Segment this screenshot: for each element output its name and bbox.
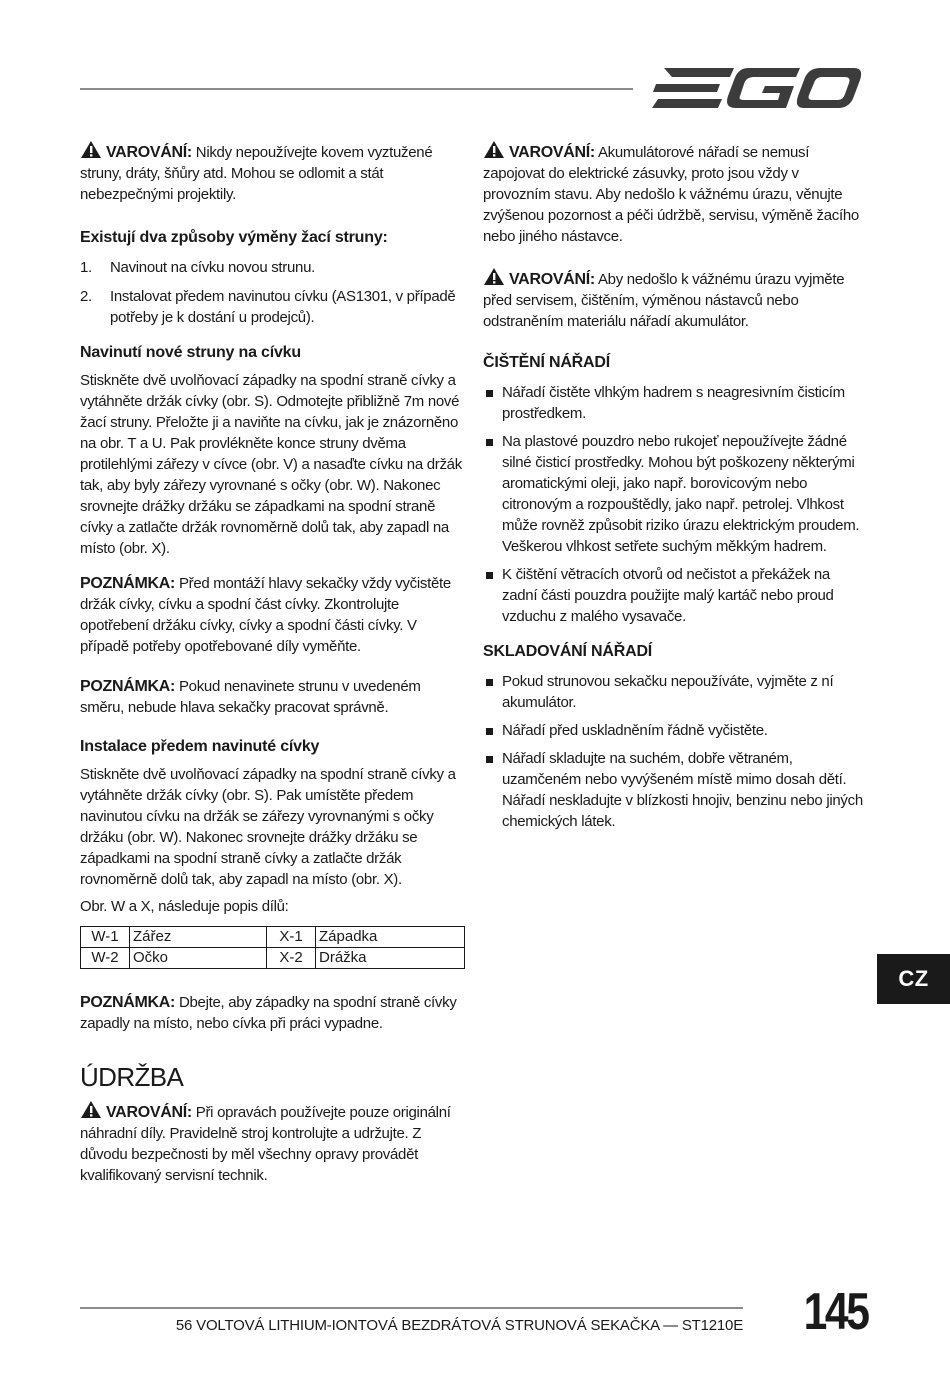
list-text: Navinout na cívku novou strunu. bbox=[110, 259, 315, 276]
list-text: K čištění větracích otvorů od nečistot a překážek na zadní části pouzdra použijte malý kartáč nebo proud vzduchu z malého vysavače. bbox=[502, 566, 834, 625]
ego-logo-graphic bbox=[650, 64, 862, 112]
warning-triangle-icon bbox=[483, 140, 505, 159]
warning-original-parts bbox=[80, 1100, 465, 1186]
wind-text: Stiskněte dvě uvolňovací západky na spodní straně cívky a vytáhněte držák cívky (obr. S). Odmotejte přibližně 7m nové žací struny. Přeložte ji a naviňte na cívku, jak je znázorněno na obr. T a U. Pak provlékněte konce struny dvěma protilehlými zářezy v cívce (obr. V) a nasaďte cívku na držák tak, aby byly zářezy vyrovnané s očky (obr. W). Nakonec srovnejte drážky držáku se západkami na spodní straně cívky a zatlačte držák rovnoměrně dolů tak, aby zapadl na místo (obr. X). bbox=[80, 372, 462, 557]
list-item bbox=[483, 564, 865, 627]
bullet-square-icon bbox=[486, 572, 493, 579]
header-rule bbox=[80, 88, 633, 90]
note-label: POZNÁMKA: bbox=[80, 994, 176, 1011]
parts-table bbox=[80, 926, 465, 969]
table-cell: Očko bbox=[130, 948, 267, 969]
note-label: POZNÁMKA: bbox=[80, 678, 176, 695]
wind-heading: Navinutí nové struny na cívku bbox=[80, 344, 301, 361]
install-heading: Instalace předem navinuté cívky bbox=[80, 738, 320, 755]
bullet-square-icon bbox=[486, 728, 493, 735]
warning-text: Aby nedošlo k vážnému úrazu vyjměte před servisem, čištěním, výměnou nástavců nebo odstraněním materiálu nářadí akumulátor. bbox=[483, 271, 845, 330]
list-text: Nářadí čistěte vlhkým hadrem s neagresivním čisticím prostředkem. bbox=[502, 384, 845, 422]
table-cell: Západka bbox=[316, 927, 465, 948]
ways-heading: Existují dva způsoby výměny žací struny: bbox=[80, 229, 388, 246]
list-text: Pokud strunovou sekačku nepoužíváte, vyjměte z ní akumulátor. bbox=[502, 673, 834, 711]
table-cell: W-1 bbox=[81, 927, 130, 948]
note-cleaning bbox=[80, 573, 465, 657]
storage-list bbox=[483, 671, 865, 832]
cleaning-heading: ČIŠTĚNÍ NÁŘADÍ bbox=[483, 354, 610, 371]
note-text: Dbejte, aby západky na spodní straně cívky zapadly na místo, nebo cívka při práci vypadne. bbox=[80, 994, 457, 1032]
table-row bbox=[81, 948, 465, 969]
parts-caption: Obr. W a X, následuje popis dílů: bbox=[80, 898, 289, 915]
list-item bbox=[483, 671, 865, 713]
note-text: Před montáží hlavy sekačky vždy vyčistěte držák cívky, cívku a spodní část cívky. Zkontrolujte opotřebení držáku cívky, cívky a spodní části cívky. V případě potřeby opotřebované díly vyměňte. bbox=[80, 575, 451, 655]
warning-battery-tools bbox=[483, 140, 865, 247]
bullet-square-icon bbox=[486, 439, 493, 446]
right-column bbox=[483, 132, 865, 839]
bullet-square-icon bbox=[486, 679, 493, 686]
table-cell: X-2 bbox=[267, 948, 316, 969]
footer-product-title: 56 VOLTOVÁ LITHIUM-IONTOVÁ BEZDRÁTOVÁ STRUNOVÁ SEKAČKA — ST1210E bbox=[175, 1317, 743, 1334]
table-cell: X-1 bbox=[267, 927, 316, 948]
install-text: Stiskněte dvě uvolňovací západky na spodní straně cívky a vytáhněte držák cívky (obr. S). Pak umístěte předem navinutou cívku na držák se zářezy vyrovnanými s očky držáku (obr. W). Nakonec srovnejte drážky držáku se západkami na spodní straně cívky a zatlačte držák rovnoměrně dolů tak, aby zapadl na místo (obr. X). bbox=[80, 766, 456, 888]
bullet-square-icon bbox=[486, 756, 493, 763]
warning-text: Nikdy nepoužívejte kovem vyztužené struny, dráty, šňůry atd. Mohou se odlomit a stát nebezpečnými projektily. bbox=[80, 144, 433, 203]
warning-text: Akumulátorové nářadí se nemusí zapojovat do elektrické zásuvky, proto jsou vždy v provozním stavu. Aby nedošlo k vážnému úrazu, věnujte zvýšenou pozornost a péči údržbě, servisu, výměně žacího nebo jiného nástavce. bbox=[483, 144, 859, 245]
note-latches bbox=[80, 992, 465, 1034]
list-text: Na plastové pouzdro nebo rukojeť nepoužívejte žádné silné čisticí prostředky. Mohou být poškozeny některými aromatickými oleji, jako např. borovicovým nebo citronovým a rozpouštědly, jako např. petrolej. Vlhkost může rovněž způsobit riziko úrazu elektrickým proudem. Veškerou vlhkost setřete suchým měkkým hadrem. bbox=[502, 433, 860, 555]
warning-title: VAROVÁNÍ: bbox=[106, 1104, 192, 1121]
list-text: Instalovat předem navinutou cívku (AS1301, v případě potřeby je k dostání u prodejců). bbox=[110, 288, 456, 326]
list-item bbox=[483, 748, 865, 832]
language-tab: CZ bbox=[877, 954, 950, 1004]
note-label: POZNÁMKA: bbox=[80, 575, 176, 592]
table-cell: Drážka bbox=[316, 948, 465, 969]
bullet-square-icon bbox=[486, 390, 493, 397]
table-row bbox=[81, 927, 465, 948]
warning-triangle-icon bbox=[483, 267, 505, 286]
warning-composite-reinforced bbox=[80, 140, 465, 205]
list-number: 1. bbox=[80, 259, 92, 276]
warning-title: VAROVÁNÍ: bbox=[106, 144, 192, 161]
warning-title: VAROVÁNÍ: bbox=[509, 144, 595, 161]
ego-logo bbox=[650, 64, 862, 112]
page-number: 145 bbox=[803, 1283, 868, 1341]
warning-triangle-icon bbox=[80, 1100, 102, 1119]
list-text: Nářadí před uskladněním řádně vyčistěte. bbox=[502, 722, 768, 739]
table-cell: W-2 bbox=[81, 948, 130, 969]
table-cell: Zářez bbox=[130, 927, 267, 948]
list-text: Nářadí skladujte na suchém, dobře větraném, uzamčeném nebo vyvýšeném místě mimo dosah dětí. Nářadí neskladujte v blízkosti hnojiv, benzinu nebo jiných chemických látek. bbox=[502, 750, 863, 830]
warning-title: VAROVÁNÍ: bbox=[509, 271, 595, 288]
maintenance-heading: ÚDRŽBA bbox=[80, 1062, 184, 1092]
cleaning-list bbox=[483, 382, 865, 627]
list-item bbox=[80, 286, 465, 328]
list-item bbox=[483, 720, 865, 741]
storage-heading: SKLADOVÁNÍ NÁŘADÍ bbox=[483, 643, 653, 660]
warning-text: Při opravách používejte pouze originální náhradní díly. Pravidelně stroj kontrolujte a udržujte. Z důvodu bezpečnosti by měl všechny opravy provádět kvalifikovaný servisní technik. bbox=[80, 1104, 451, 1184]
ways-list bbox=[80, 257, 465, 328]
left-column bbox=[80, 132, 465, 1186]
list-item bbox=[483, 382, 865, 424]
list-item bbox=[80, 257, 465, 278]
warning-triangle-icon bbox=[80, 140, 102, 159]
list-number: 2. bbox=[80, 288, 92, 305]
warning-remove-battery bbox=[483, 267, 865, 332]
note-direction bbox=[80, 676, 465, 718]
note-text: Pokud nenavinete strunu v uvedeném směru, nebude hlava sekačky pracovat správně. bbox=[80, 678, 421, 716]
list-item bbox=[483, 431, 865, 557]
footer-rule bbox=[80, 1307, 743, 1309]
